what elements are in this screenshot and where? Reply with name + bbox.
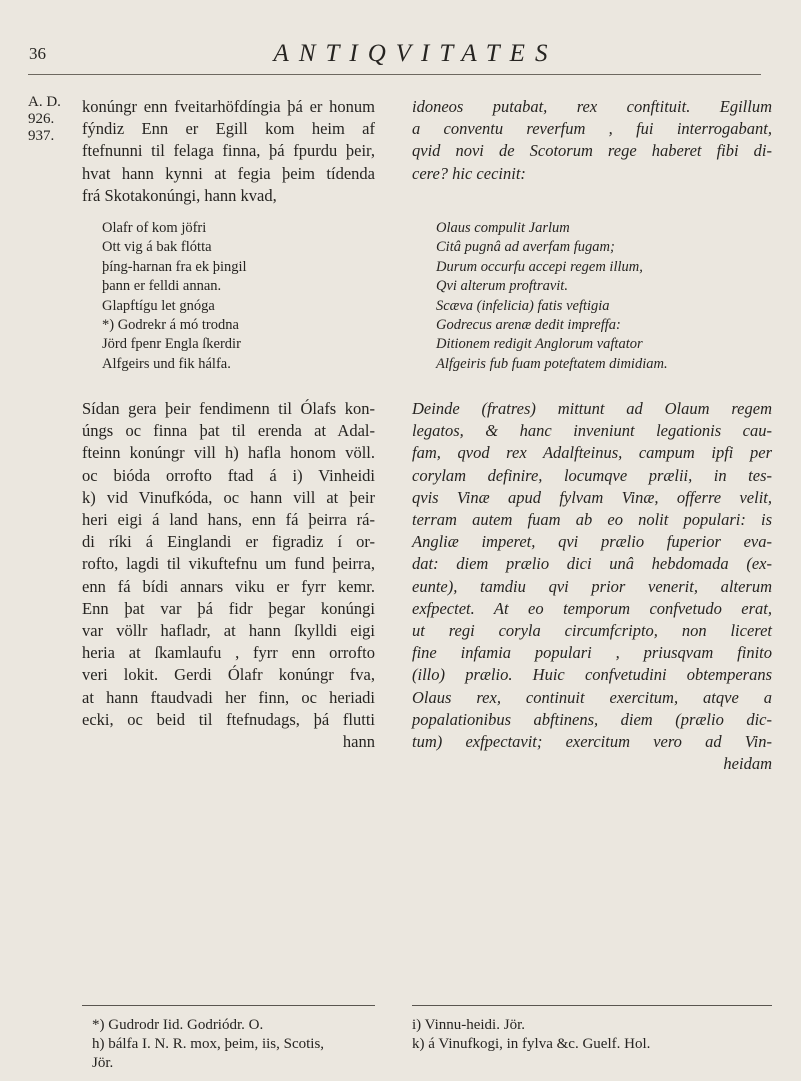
right-paragraph-2	[412, 398, 772, 775]
text-line: a conventu reverfum , fui interrogabant,	[412, 119, 772, 139]
text-line: ftefnunni til felaga finna, þá fpurdu þeir,	[82, 141, 375, 161]
page-number: 36	[29, 44, 46, 63]
text-line: úngs oc finna þat til erenda at Adal-	[82, 421, 375, 441]
text-line: corylam definire, locumqve prælii, in tes-	[412, 465, 772, 485]
left-poem	[82, 219, 395, 374]
verse-line: Ott vig á bak flótta	[102, 239, 212, 256]
text-line: dat: diem prælio dici unâ hebdomada (ex-	[412, 554, 772, 574]
text-line: cere? hic cecinit:	[412, 163, 526, 183]
text-line: ut regi coryla circumfcripto, non liceret	[412, 621, 772, 641]
verse-line: þíng-harnan fra ek þingil	[102, 258, 247, 275]
text-line: (illo) prælio. Huic confvetudini obtemperans	[412, 665, 772, 685]
verse-line: Citâ pugnâ ad averfam fugam;	[436, 239, 615, 256]
text-line: at hann ftaudvadi her finn, oc heriadi	[82, 687, 375, 707]
text-line: heri eigi á land hans, enn fá þeirra rá-	[82, 510, 375, 530]
margin-year-note	[28, 94, 61, 145]
verse-line: þann er felldi annan.	[102, 278, 222, 295]
header-rule	[28, 74, 761, 75]
text-line: ecki, oc beid til ftefnudags, þá flutti	[82, 709, 375, 729]
margin-line: 926.	[28, 111, 55, 127]
footnotes-right	[412, 1016, 772, 1054]
verse-line: Durum occurfu accepi regem illum,	[436, 258, 643, 275]
verse-line: Olaus compulit Jarlum	[436, 220, 570, 236]
verse-line: Alfgeiris fub fuam poteftatem dimidiam.	[436, 355, 668, 372]
verse-line: Glapftígu let gnóga	[102, 297, 215, 314]
text-line: Angliæ imperet, qvi prælio fuperior eva-	[412, 532, 772, 552]
verse-line: Qvi alterum proftravit.	[436, 278, 568, 295]
verse-line: Scæva (infelicia) fatis veftigia	[436, 297, 610, 314]
footnote-line: i) Vinnu-heidi. Jör.	[412, 1017, 525, 1033]
text-line: enn fá bídi annars viku er fyrr kemr.	[82, 576, 375, 596]
margin-line: 937.	[28, 128, 55, 144]
text-line: frá Skotakonúngi, hann kvad,	[82, 185, 277, 205]
text-line: qvis Vinæ apud fylvam Vinæ, offerre velit,	[412, 487, 772, 507]
margin-line: A. D.	[28, 94, 61, 110]
text-line: fýndiz Enn er Egill kom heim af	[82, 119, 375, 139]
catchword: hann	[342, 732, 375, 752]
footnote-line: h) bálfa I. N. R. mox, þeim, iis, Scotis,	[92, 1036, 325, 1052]
text-line: qvid novi de Scotorum rege haberet fibi di-	[412, 141, 772, 161]
left-paragraph-2	[82, 398, 375, 753]
text-line: terram autem fuam ab eo nolit populari: is	[412, 510, 772, 530]
catchword: heidam	[723, 754, 772, 774]
right-paragraph-1	[412, 96, 772, 185]
left-paragraph-1	[82, 96, 375, 207]
text-line: exfpectet. At eo temporum confvetudo erat,	[412, 598, 772, 618]
text-line: oc bióda orrofto ftad á i) Vinheidi	[82, 465, 375, 485]
footnote-line: Jör.	[92, 1055, 114, 1071]
footnotes-left	[92, 1016, 382, 1073]
text-line: Sídan gera þeir fendimenn til Ólafs kon-	[82, 399, 375, 418]
footnote-line: k) á Vinufkogi, in fylva &c. Guelf. Hol.	[412, 1036, 651, 1052]
text-line: idoneos putabat, rex conftituit. Egillum	[412, 97, 772, 116]
text-line: Enn þat var þá fidr þegar konúngi	[82, 598, 375, 618]
text-line: legatos, & hanc inveniunt legationis cau-	[412, 421, 772, 441]
text-line: fam, qvod rex Adalfteinus, campum ipfi per	[412, 443, 772, 463]
footnote-line: *) Gudrodr Iid. Godriódr. O.	[92, 1017, 264, 1033]
text-line: di ríki á Einglandi er figradiz í or-	[82, 532, 375, 552]
text-line: var völlr hafladr, at hann ſkylldi eigi	[82, 621, 375, 641]
verse-line: Alfgeirs und fik hálfa.	[102, 355, 231, 372]
text-line: Deinde (fratres) mittunt ad Olaum regem	[412, 399, 772, 418]
text-line: veri lokit. Gerdi Ólafr konúngr fva,	[82, 665, 375, 685]
verse-line: Godrecus arenæ dedit impreffa:	[436, 317, 621, 334]
verse-line: Ditionem redigit Anglorum vaftator	[436, 336, 643, 353]
text-line: eunte), tamdiu qvi prior venerit, alterum	[412, 576, 772, 596]
verse-line: Olafr of kom jöfri	[102, 220, 207, 236]
verse-line: Jörd fpenr Engla ſkerdir	[102, 336, 241, 353]
text-line: k) vid Vinufkóda, oc hann vill at þeir	[82, 487, 375, 507]
verse-line: *) Godrekr á mó trodna	[102, 317, 239, 334]
text-line: popalationibus abftinens, diem (prælio dic-	[412, 709, 772, 729]
footnote-rule-left	[82, 1005, 375, 1006]
text-line: heria at ſkamlaufu , fyrr enn orrofto	[82, 643, 375, 663]
running-title: ANTIQVITATES	[273, 40, 558, 67]
text-line: rofto, lagdi til vikuftefnu um fund þeirra,	[82, 554, 375, 574]
text-line: hvat hann kynni at fegia þeim tídenda	[82, 163, 375, 183]
footnote-rule-right	[412, 1005, 772, 1006]
right-poem	[412, 219, 796, 374]
text-line: fteinn konúngr vill h) hafla honom völl.	[82, 443, 375, 463]
text-line: fine infamia populari , priusqvam finito	[412, 643, 772, 663]
text-line: tum) exfpectavit; exercitum vero ad Vin-	[412, 732, 772, 752]
text-line: konúngr enn fveitarhöfdíngia þá er honum	[82, 97, 375, 116]
text-line: Olaus rex, continuit exercitum, atqve a	[412, 687, 772, 707]
